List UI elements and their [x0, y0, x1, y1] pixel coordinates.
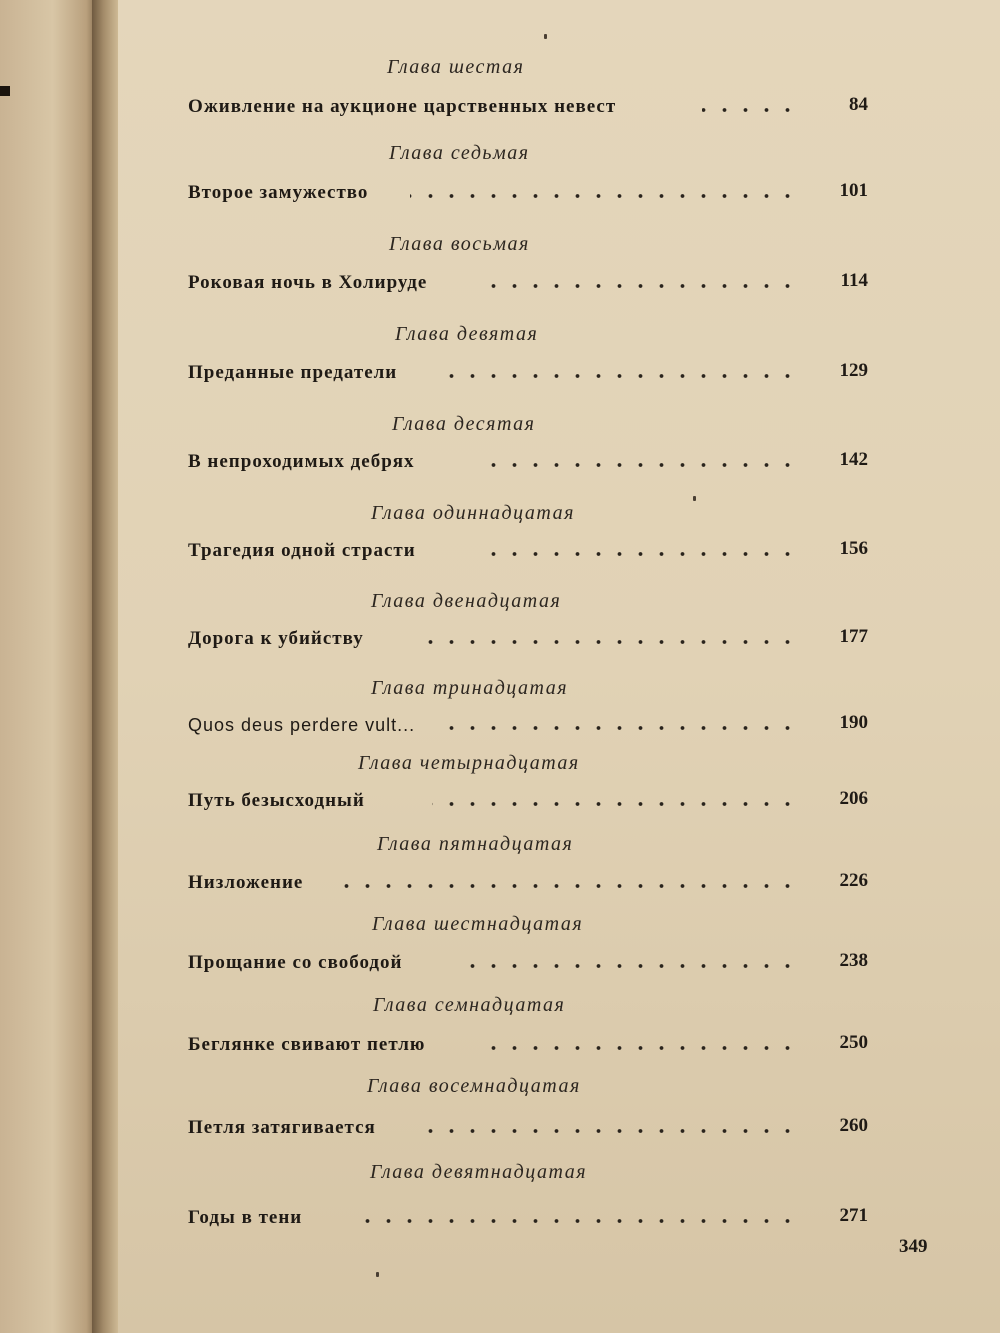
chapter-heading: Глава седьмая — [389, 142, 530, 164]
leader-dots — [480, 283, 798, 289]
page-number: 101 — [839, 180, 868, 201]
chapter-heading: Глава восемнадцатая — [367, 1075, 581, 1097]
paper-speck — [376, 1272, 379, 1277]
chapter-title: Quos deus perdere vult... — [188, 715, 416, 735]
leader-dots — [482, 551, 798, 557]
page-number: 190 — [839, 712, 868, 733]
chapter-title: Роковая ночь в Холируде — [188, 272, 428, 293]
chapter-heading: Глава девятнадцатая — [370, 1161, 587, 1183]
page-number: 226 — [839, 870, 868, 891]
chapter-title: Трагедия одной страсти — [188, 540, 416, 561]
toc-entry — [188, 354, 868, 384]
leader-dots — [424, 1128, 798, 1134]
chapter-title: Низложение — [188, 872, 304, 893]
leader-dots — [352, 1218, 798, 1224]
chapter-title: Второе замужество — [188, 182, 369, 203]
leader-dots — [444, 725, 798, 731]
page-number: 238 — [839, 950, 868, 971]
toc-entry — [188, 264, 868, 294]
page-number: 260 — [839, 1115, 868, 1136]
leader-dots — [428, 639, 798, 645]
toc-entry — [188, 620, 868, 650]
chapter-heading: Глава четырнадцатая — [358, 752, 580, 774]
chapter-title: Беглянке свивают петлю — [188, 1034, 426, 1055]
toc-entry — [188, 532, 868, 562]
chapter-heading: Глава семнадцатая — [373, 994, 566, 1016]
toc-entry — [188, 782, 868, 812]
chapter-heading: Глава двенадцатая — [371, 590, 562, 612]
page-number: 129 — [839, 360, 868, 381]
page-number: 114 — [840, 270, 868, 291]
page-number: 84 — [849, 94, 868, 115]
chapter-heading: Глава тринадцатая — [371, 677, 569, 699]
chapter-title: Прощание со свободой — [188, 952, 403, 973]
chapter-heading: Глава пятнадцатая — [377, 833, 574, 855]
toc-entry — [188, 1109, 868, 1139]
paper-speck — [544, 34, 547, 39]
chapter-title: Оживление на аукционе царственных невест — [188, 96, 617, 117]
chapter-heading: Глава восьмая — [389, 233, 530, 255]
leader-dots — [702, 107, 798, 113]
leader-dots — [478, 462, 798, 468]
chapter-heading: Глава шестнадцатая — [372, 913, 584, 935]
toc-entry — [188, 443, 868, 473]
page-number: 177 — [839, 626, 868, 647]
leader-dots — [410, 193, 798, 199]
toc-entry — [188, 944, 868, 974]
chapter-title: Петля затягивается — [188, 1117, 376, 1138]
leader-dots — [338, 883, 798, 889]
chapter-heading: Глава девятая — [395, 323, 539, 345]
toc-entry — [188, 1199, 868, 1229]
page-number: 250 — [839, 1032, 868, 1053]
toc-entry — [188, 1026, 868, 1056]
leader-dots — [486, 1045, 798, 1051]
chapter-heading: Глава десятая — [392, 413, 536, 435]
toc-entry — [188, 88, 868, 118]
page-number: 206 — [839, 788, 868, 809]
chapter-title: Годы в тени — [188, 1207, 303, 1228]
leader-dots — [432, 801, 798, 807]
toc-entry — [188, 864, 868, 894]
chapter-heading: Глава шестая — [387, 56, 525, 78]
toc-entry — [188, 706, 868, 736]
page-number: 271 — [839, 1205, 868, 1226]
chapter-heading: Глава одиннадцатая — [371, 502, 575, 524]
chapter-title: Преданные предатели — [188, 362, 398, 383]
toc-entry — [188, 174, 868, 204]
chapter-title: Дорога к убийству — [188, 628, 364, 649]
leader-dots — [444, 373, 798, 379]
paper-speck — [693, 496, 696, 501]
page-folio-number: 349 — [899, 1236, 928, 1257]
leader-dots — [464, 963, 798, 969]
page-number: 156 — [839, 538, 868, 559]
page-number: 142 — [839, 449, 868, 470]
chapter-title: В непроходимых дебрях — [188, 451, 415, 472]
chapter-title: Путь безысходный — [188, 790, 365, 811]
